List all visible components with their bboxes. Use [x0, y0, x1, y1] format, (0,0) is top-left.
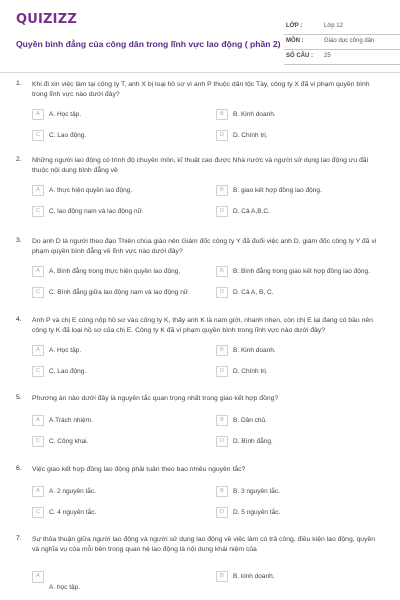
- option-letter-box: B: [216, 415, 228, 426]
- option-c[interactable]: [32, 130, 192, 142]
- question-text: Việc giao kết hợp đồng lao động phải tuân theo bao nhiêu nguyên tắc?: [32, 466, 246, 473]
- option-a[interactable]: [32, 109, 192, 121]
- option-text: B. Kinh doanh.: [233, 111, 276, 118]
- option-b[interactable]: [216, 571, 376, 583]
- meta-value: Lớp 12: [324, 23, 343, 29]
- option-c[interactable]: [32, 206, 192, 218]
- option-b[interactable]: [216, 266, 376, 278]
- worksheet-meta: [284, 20, 400, 65]
- option-text: B. Dân chủ.: [233, 417, 267, 424]
- question-text: Những người lao động có trình độ chuyên môn, kĩ thuật cao được Nhà nước và người sử dụng lao động ưu đãi thuộc nội dung bình đẳng về: [32, 157, 369, 174]
- option-text: D. 5 nguyên tắc.: [233, 509, 281, 516]
- option-text: B. Bình đẳng trong giao kết hợp đồng lao động.: [233, 268, 370, 275]
- option-letter-box: D: [216, 507, 228, 518]
- option-letter-box: B: [216, 266, 228, 277]
- question-number: 7.: [16, 535, 22, 542]
- option-b[interactable]: [216, 415, 376, 427]
- option-letter-box: A: [32, 571, 44, 583]
- option-letter-box: C: [32, 287, 44, 298]
- question-number: 1.: [16, 80, 22, 87]
- option-text: A. Bình đẳng trong thực hiện quyền lao động.: [49, 268, 181, 275]
- option-b[interactable]: [216, 486, 376, 498]
- option-letter-box: D: [216, 436, 228, 447]
- option-a[interactable]: [32, 345, 192, 357]
- option-text: A.Trách nhiệm.: [49, 417, 93, 424]
- option-d[interactable]: [216, 507, 376, 519]
- option-letter-box: A: [32, 185, 44, 196]
- option-text: A. thực hiện quyền lao động.: [49, 187, 133, 194]
- meta-value: Giáo dục công dân: [324, 38, 375, 44]
- option-text: C. 4 nguyên tắc.: [49, 509, 97, 516]
- question-text: Do anh D là người theo đạo Thiên chúa giáo nên Giám đốc công ty Y đã đuổi việc anh D, giám đốc công ty Y đã vi phạm quyền bình đẳng về lĩnh vực nào dưới đây?: [32, 238, 377, 255]
- option-text: A. 2 nguyên tắc.: [49, 488, 96, 495]
- option-letter-box: A: [32, 486, 44, 497]
- meta-key: SỐ CÂU :: [286, 53, 313, 59]
- option-text: B. kinh doanh.: [233, 573, 275, 580]
- meta-key: LỚP :: [286, 23, 303, 29]
- option-letter-box: B: [216, 109, 228, 120]
- option-letter-box: C: [32, 366, 44, 377]
- option-text: C. Bình đẳng giữa lao động nam và lao động nữ.: [49, 289, 190, 296]
- meta-row-subject: [284, 35, 400, 50]
- meta-row-class: [284, 20, 400, 35]
- question-number: 5.: [16, 394, 22, 401]
- question-text: Khi đi xin việc làm tại công ty T, anh X bị loại hồ sơ vì anh P thuộc dân tộc Tày, công ty X đã vi phạm quyền bình trong lĩnh vực nào dưới đây?: [32, 81, 370, 98]
- option-d[interactable]: [216, 436, 376, 448]
- option-a[interactable]: [32, 415, 192, 427]
- option-letter-box: A: [32, 109, 44, 120]
- option-letter-box: A: [32, 266, 44, 277]
- question-text: Phương án nào dưới đây là nguyên tắc quan trọng nhất trong giao kết hợp đồng?: [32, 395, 279, 402]
- option-c[interactable]: [32, 366, 192, 378]
- option-text: C. lao động nam và lao động nữ.: [49, 208, 144, 215]
- option-letter-box: D: [216, 206, 228, 217]
- option-d[interactable]: [216, 130, 376, 142]
- question-number: 6.: [16, 465, 22, 472]
- question-text: Anh P và chị E cùng nộp hồ sơ vào công ty K, thấy anh K là nam giới, nhanh nhẹn, còn chị E lại đang có bầu nên công ty K đã loại hồ sơ của chị E. Công ty K đã vi phạm quyền bình trong lĩnh vực nào dưới đây?: [32, 317, 373, 334]
- option-text: D. Cả A, B, C.: [233, 289, 274, 296]
- meta-value: 25: [324, 53, 331, 59]
- option-b[interactable]: [216, 345, 376, 357]
- option-letter-box: C: [32, 507, 44, 518]
- option-text: C. Lao động.: [49, 368, 87, 375]
- question-number: 3.: [16, 237, 22, 244]
- option-a[interactable]: [32, 185, 192, 197]
- option-text: B. 3 nguyên tắc.: [233, 488, 280, 495]
- option-letter-box: C: [32, 206, 44, 217]
- option-text: A. học tập.: [49, 584, 81, 591]
- option-letter-box: D: [216, 366, 228, 377]
- question-number: 4.: [16, 316, 22, 323]
- question-text: Sự thỏa thuận giữa người lao động và người sử dụng lao động về việc làm có trả công, điều kiện lao động, quyền và nghĩa vụ của mỗi bên trong quan hệ lao động là nội dung khái niệm của: [32, 536, 376, 553]
- option-b[interactable]: [216, 185, 376, 197]
- meta-key: MÔN :: [286, 38, 304, 44]
- option-letter-box: B: [216, 571, 228, 582]
- option-text: B. giao kết hợp đồng lao động.: [233, 187, 322, 194]
- option-a[interactable]: [32, 486, 192, 498]
- meta-row-count: [284, 50, 400, 65]
- header-divider: [0, 72, 400, 73]
- option-letter-box: A: [32, 345, 44, 356]
- option-text: D. Chính trị.: [233, 132, 268, 139]
- option-letter-box: D: [216, 130, 228, 141]
- option-text: D. Chính trị.: [233, 368, 268, 375]
- option-d[interactable]: [216, 287, 376, 299]
- option-letter-box: A: [32, 415, 44, 426]
- option-letter-box: B: [216, 185, 228, 196]
- option-letter-box: B: [216, 345, 228, 356]
- option-b[interactable]: [216, 109, 376, 121]
- option-letter-box: C: [32, 436, 44, 447]
- worksheet-header: [16, 8, 384, 66]
- option-a[interactable]: [32, 571, 192, 594]
- option-letter-box: D: [216, 287, 228, 298]
- option-text: B. Kinh doanh.: [233, 347, 276, 354]
- question-number: 2.: [16, 156, 22, 163]
- option-d[interactable]: [216, 206, 376, 218]
- option-c[interactable]: [32, 507, 192, 519]
- option-c[interactable]: [32, 287, 192, 299]
- worksheet-title: Quyền bình đẳng của công dân trong lĩnh vực lao động ( phần 2): [16, 39, 281, 49]
- option-text: A. Học tập.: [49, 347, 82, 354]
- option-a[interactable]: [32, 266, 192, 278]
- option-d[interactable]: [216, 366, 376, 378]
- option-text: C. Công khai.: [49, 438, 89, 445]
- option-text: C. Lao động.: [49, 132, 87, 139]
- quizizz-logo: QUIZIZZ: [16, 12, 77, 27]
- option-text: D. Cả A,B,C.: [233, 208, 270, 215]
- option-text: A. Học tập.: [49, 111, 82, 118]
- option-c[interactable]: [32, 436, 192, 448]
- option-text: D. Bình đẳng.: [233, 438, 273, 445]
- option-letter-box: B: [216, 486, 228, 497]
- option-letter-box: C: [32, 130, 44, 141]
